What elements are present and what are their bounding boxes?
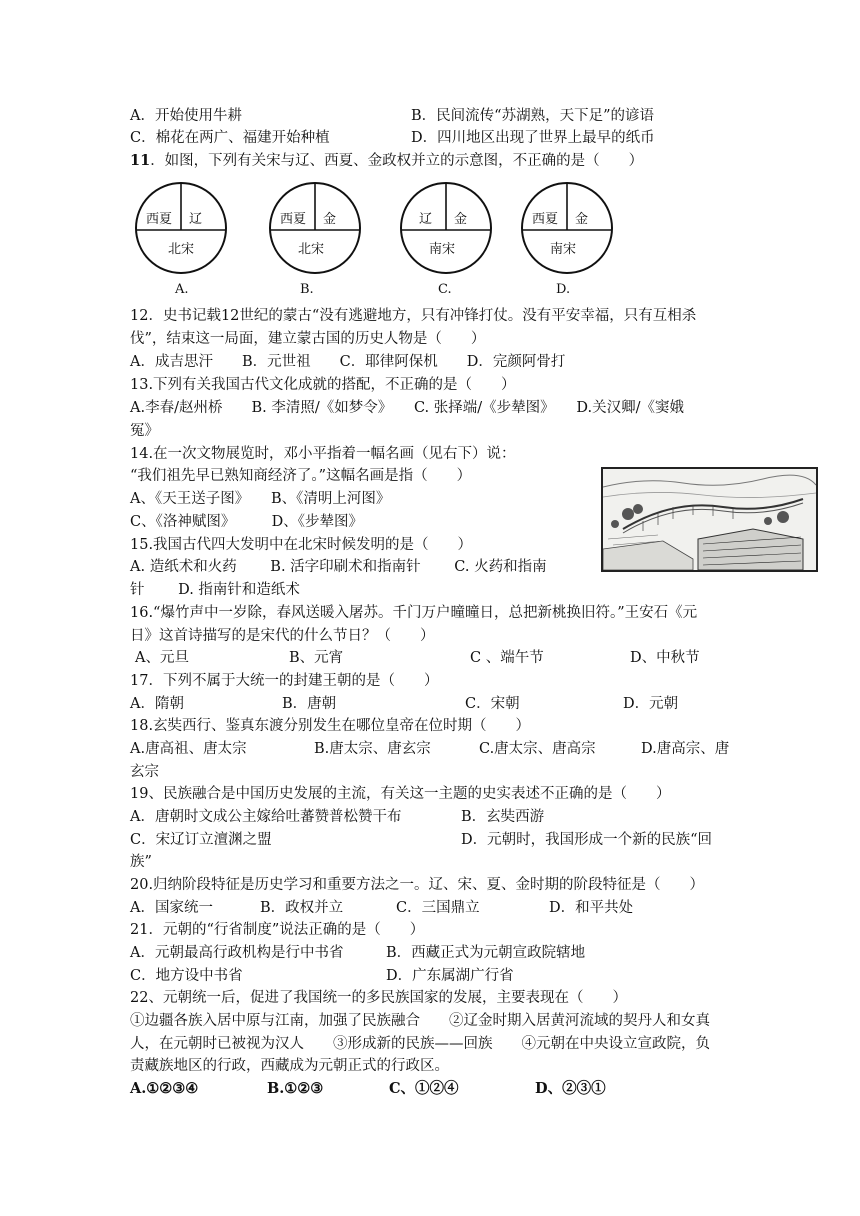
q22-option-c: C、①②④ xyxy=(389,1080,459,1097)
q21-option-c: C．地方设中书省 xyxy=(130,968,243,984)
q10-option-a: A．开始使用牛耕 xyxy=(130,108,242,124)
diagram-a-caption: A. xyxy=(175,282,189,297)
q19-option-b: B．玄奘西游 xyxy=(461,809,545,825)
diagram-d-caption: D. xyxy=(556,282,571,297)
diagram-a-bottom: 北宋 xyxy=(168,242,195,257)
q18-option-d-cont: 玄宗 xyxy=(130,764,159,780)
q11-diagram-d xyxy=(520,178,615,278)
qingming-painting-image xyxy=(601,467,818,572)
q16-option-d: D、中秋节 xyxy=(630,650,700,666)
q22-item-line1: ①边疆各族入居中原与江南，加强了民族融合 ②辽金时期入居黄河流域的契丹人和女真 xyxy=(130,1013,710,1029)
q19-option-c: C．宋辽订立澶渊之盟 xyxy=(130,832,272,848)
painting-sketch-icon xyxy=(603,469,816,570)
circle-diagram-a-icon xyxy=(134,178,229,278)
diagram-c-left: 辽 xyxy=(419,212,433,227)
q11-diagram-c xyxy=(399,178,494,278)
q12-options: A．成吉思汗 B．元世祖 C．耶律阿保机 D．完颜阿骨打 xyxy=(130,354,566,370)
q20-stem: 20.归纳阶段特征是历史学习和重要方法之一。辽、宋、夏、金时期的阶段特征是（ ） xyxy=(130,877,705,893)
diagram-a-left: 西夏 xyxy=(146,212,173,227)
q21-option-a: A．元朝最高行政机构是行中书省 xyxy=(130,945,344,961)
circle-diagram-d-icon xyxy=(520,178,615,278)
q18-option-c: C.唐太宗、唐高宗 xyxy=(479,741,596,757)
diagram-b-bottom: 北宋 xyxy=(298,242,325,257)
q10-option-b: B．民间流传“苏湖熟，天下足”的谚语 xyxy=(411,108,654,124)
diagram-c-caption: C. xyxy=(438,282,452,297)
q17-option-a: A．隋朝 xyxy=(130,696,184,712)
q22-option-b: B.①②③ xyxy=(267,1080,324,1097)
q17-stem: 17．下列不属于大统一的封建王朝的是（ ） xyxy=(130,673,439,689)
q11-stem xyxy=(130,151,643,171)
q22-item-line3: 责藏族地区的行政，西藏成为元朝正式的行政区。 xyxy=(130,1058,449,1074)
diagram-d-left: 西夏 xyxy=(532,212,559,227)
q11-number: 11 xyxy=(130,152,151,169)
q12-stem-line1: 12．史书记载12世纪的蒙古“没有逃避地方，只有冲锋打仗。没有平安幸福，只有互相杀 xyxy=(130,308,697,324)
q11-text: ．如图，下列有关宋与辽、西夏、金政权并立的示意图，不正确的是（ ） xyxy=(150,153,644,169)
q13-options-cont: 冤》 xyxy=(130,423,159,439)
q19-option-d: D．元朝时，我国形成一个新的民族“回 xyxy=(461,832,713,848)
q22-option-d: D、②③① xyxy=(535,1080,606,1097)
q15-stem: 15.我国古代四大发明中在北宋时候发明的是（ ） xyxy=(130,537,473,553)
q10-option-d: D．四川地区出现了世界上最早的纸币 xyxy=(411,130,655,146)
q20-option-a: A．国家统一 xyxy=(130,900,213,916)
circle-diagram-c-icon xyxy=(399,178,494,278)
diagram-c-right: 金 xyxy=(454,212,468,227)
q19-stem: 19、民族融合是中国历史发展的主流，有关这一主题的史实表述不正确的是（ ） xyxy=(130,786,671,802)
q14-stem-line1: 14.在一次文物展览时，邓小平指着一幅名画（见右下）说： xyxy=(130,446,516,462)
q18-option-d: D.唐高宗、唐 xyxy=(641,741,730,757)
q15-options-cont: 针 D. 指南针和造纸术 xyxy=(130,582,300,598)
diagram-b-left: 西夏 xyxy=(280,212,307,227)
q18-stem: 18.玄奘西行、鉴真东渡分别发生在哪位皇帝在位时期（ ） xyxy=(130,718,531,734)
q16-option-c: C 、端午节 xyxy=(470,650,544,666)
q20-option-c: C．三国鼎立 xyxy=(396,900,480,916)
diagram-b-right: 金 xyxy=(323,212,337,227)
q14-options-ab: A、《天王送子图》 B、《清明上河图》 xyxy=(130,491,391,507)
q10-option-c: C．棉花在两广、福建开始种植 xyxy=(130,130,330,146)
q19-option-d-cont: 族” xyxy=(130,854,152,870)
q16-option-a: A、元旦 xyxy=(135,650,189,666)
q21-option-d: D．广东属湖广行省 xyxy=(386,968,514,984)
q13-stem: 13.下列有关我国古代文化成就的搭配，不正确的是（ ） xyxy=(130,377,516,393)
q20-option-d: D．和平共处 xyxy=(549,900,634,916)
q21-stem: 21．元朝的“行省制度”说法正确的是（ ） xyxy=(130,922,425,938)
q16-stem-line2: 日》这首诗描写的是宋代的什么节日？（ ） xyxy=(130,628,435,644)
q21-option-b: B．西藏正式为元朝宣政院辖地 xyxy=(386,945,586,961)
q22-option-a: A.①②③④ xyxy=(130,1080,199,1097)
q15-options: A. 造纸术和火药 B. 活字印刷术和指南针 C. 火药和指南 xyxy=(130,559,547,575)
q17-option-d: D．元朝 xyxy=(623,696,679,712)
circle-diagram-b-icon xyxy=(268,178,363,278)
q22-item-line2: 人，在元朝时已被视为汉人 ③形成新的民族——回族 ④元朝在中央设立宣政院，负 xyxy=(130,1036,710,1052)
diagram-b-caption: B. xyxy=(300,282,314,297)
q12-stem-line2: 伐”，结束这一局面，建立蒙古国的历史人物是（ ） xyxy=(130,331,486,347)
diagram-c-bottom: 南宋 xyxy=(429,242,456,257)
q18-option-b: B.唐太宗、唐玄宗 xyxy=(314,741,431,757)
q19-option-a: A．唐朝时文成公主嫁给吐蕃赞普松赞干布 xyxy=(130,809,402,825)
q18-option-a: A.唐高祖、唐太宗 xyxy=(130,741,247,757)
q11-diagram-b xyxy=(268,178,363,278)
q11-diagram-a xyxy=(134,178,229,278)
q16-stem-line1: 16.“爆竹声中一岁除，春风送暖入屠苏。千门万户曈曈日，总把新桃换旧符。”王安石《元 xyxy=(130,605,698,621)
q14-options-cd: C、《洛神赋图》 D、《步辇图》 xyxy=(130,514,363,530)
q16-option-b: B、元宵 xyxy=(289,650,344,666)
q17-option-c: C．宋朝 xyxy=(465,696,520,712)
q22-stem: 22、元朝统一后，促进了我国统一的多民族国家的发展，主要表现在（ ） xyxy=(130,990,627,1006)
diagram-a-right: 辽 xyxy=(189,212,203,227)
q17-option-b: B．唐朝 xyxy=(282,696,337,712)
q14-stem-line2: “我们祖先早已熟知商经济了。”这幅名画是指（ ） xyxy=(130,468,472,484)
q13-options: A.李春/赵州桥 B. 李清照/《如梦令》 C. 张择端/《步辇图》 D.关汉卿/《窦娥 xyxy=(130,400,685,416)
q20-option-b: B．政权并立 xyxy=(260,900,344,916)
diagram-d-right: 金 xyxy=(575,212,589,227)
diagram-d-bottom: 南宋 xyxy=(550,242,577,257)
